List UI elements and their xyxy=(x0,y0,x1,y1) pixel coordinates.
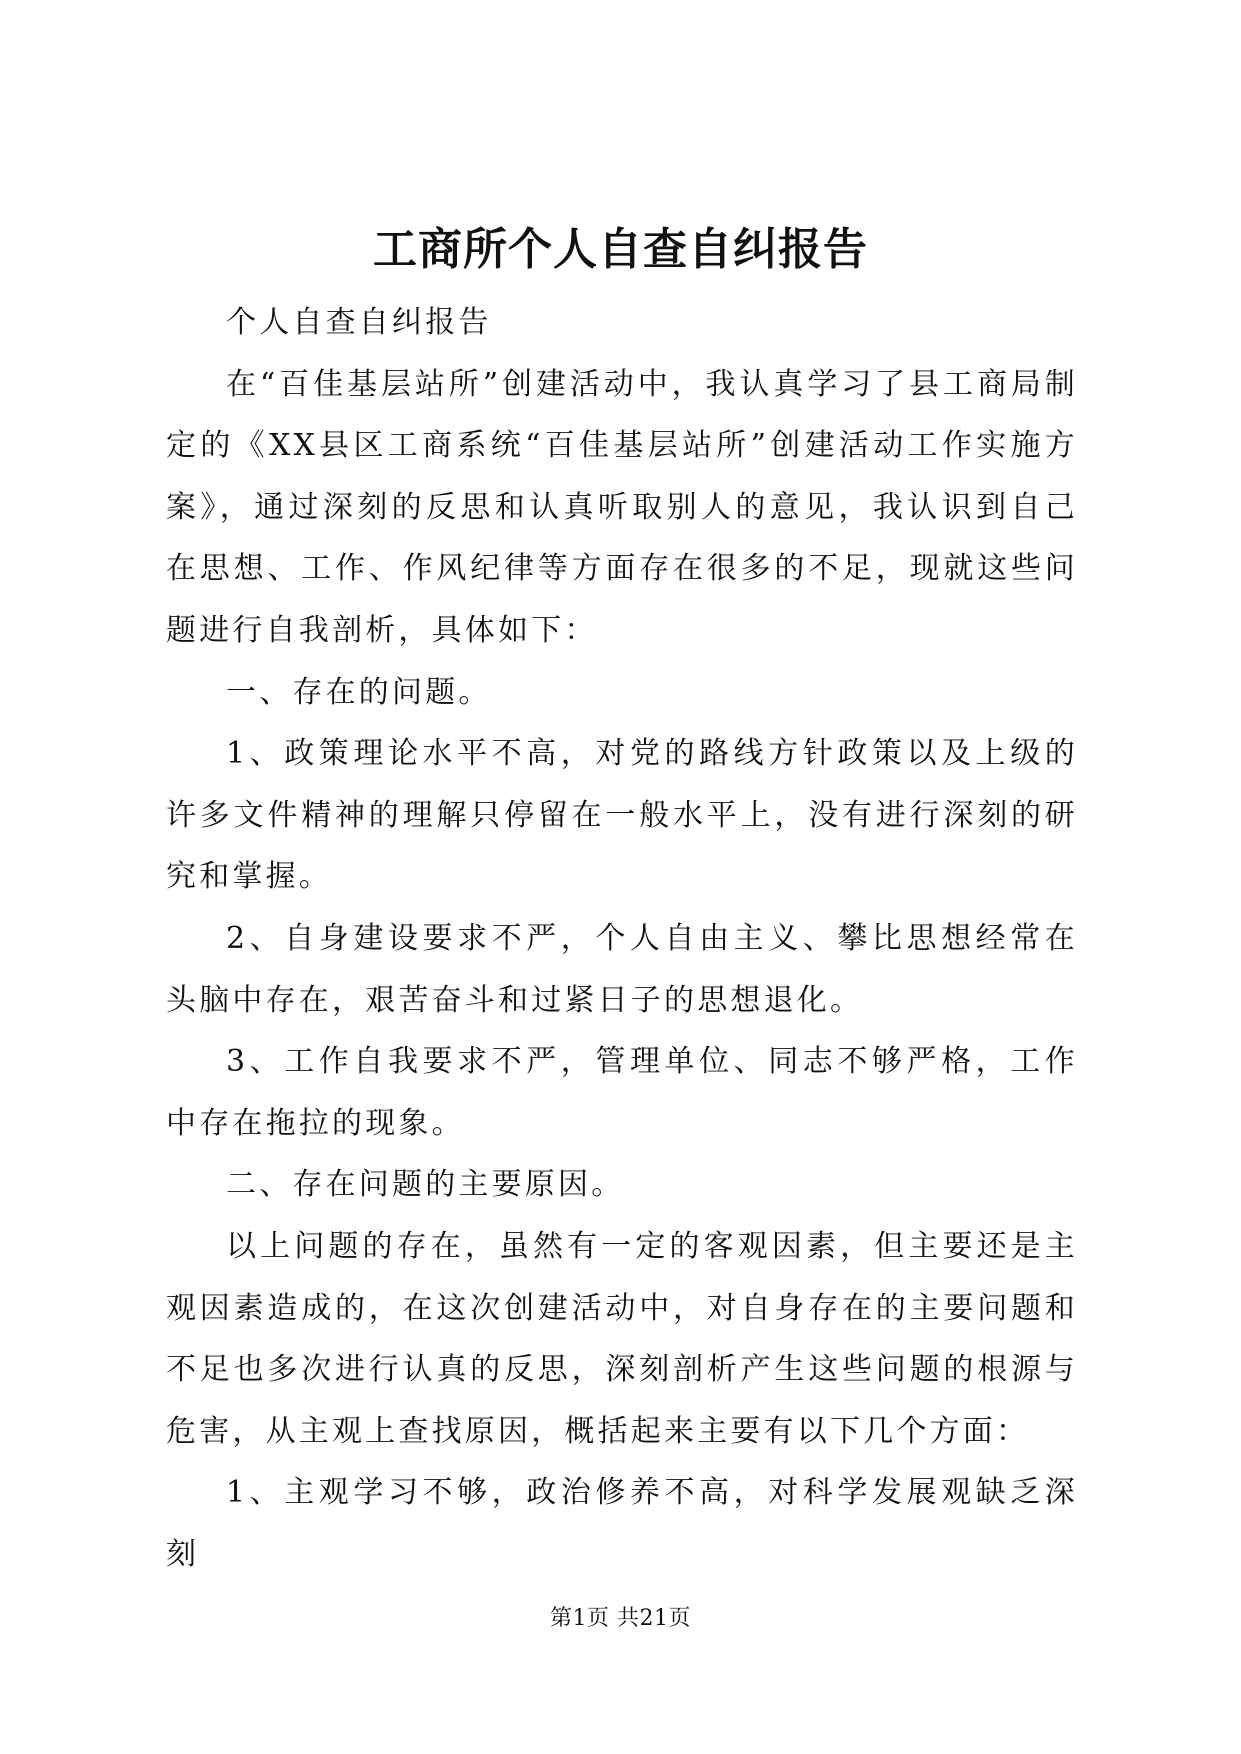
paragraph: 3、工作自我要求不严，管理单位、同志不够严格，工作中存在拖拉的现象。 xyxy=(166,1044,1078,1141)
paragraph: 个人自查自纠报告 xyxy=(226,305,492,340)
paragraph: 1、主观学习不够，政治修养不高，对科学发展观缺乏深刻 xyxy=(166,1475,1078,1572)
document-body xyxy=(166,292,1078,1585)
section-heading: 二、存在问题的主要原因。 xyxy=(226,1167,625,1203)
paragraph: 在“百佳基层站所”创建活动中，我认真学习了县工商局制定的《XX县区工商系统“百佳基层站所”创建活动工作实施方案》，通过深刻的反思和认真听取别人的意见，我认识到自己在思想、工作、作风纪律等方面存在很多的不足，现就这些问题进行自我剖析，具体如下： xyxy=(166,366,1078,648)
page-number: 第1页 共21页 xyxy=(550,1606,691,1631)
page-footer xyxy=(0,1604,1241,1634)
paragraph: 以上问题的存在，虽然有一定的客观因素，但主要还是主观因素造成的，在这次创建活动中，对自身存在的主要问题和不足也多次进行认真的反思，深刻剖析产生这些问题的根源与危害，从主观上查找原因，概括起来主要有以下几个方面： xyxy=(166,1228,1078,1449)
paragraph: 1、政策理论水平不高，对党的路线方针政策以及上级的许多文件精神的理解只停留在一般水平上，没有进行深刻的研究和掌握。 xyxy=(166,736,1078,895)
paragraph: 2、自身建设要求不严，个人自由主义、攀比思想经常在头脑中存在，艰苦奋斗和过紧日子的思想退化。 xyxy=(166,920,1078,1018)
section-heading: 一、存在的问题。 xyxy=(226,674,492,710)
document-title: 工商所个人自查自纠报告 xyxy=(373,224,868,275)
